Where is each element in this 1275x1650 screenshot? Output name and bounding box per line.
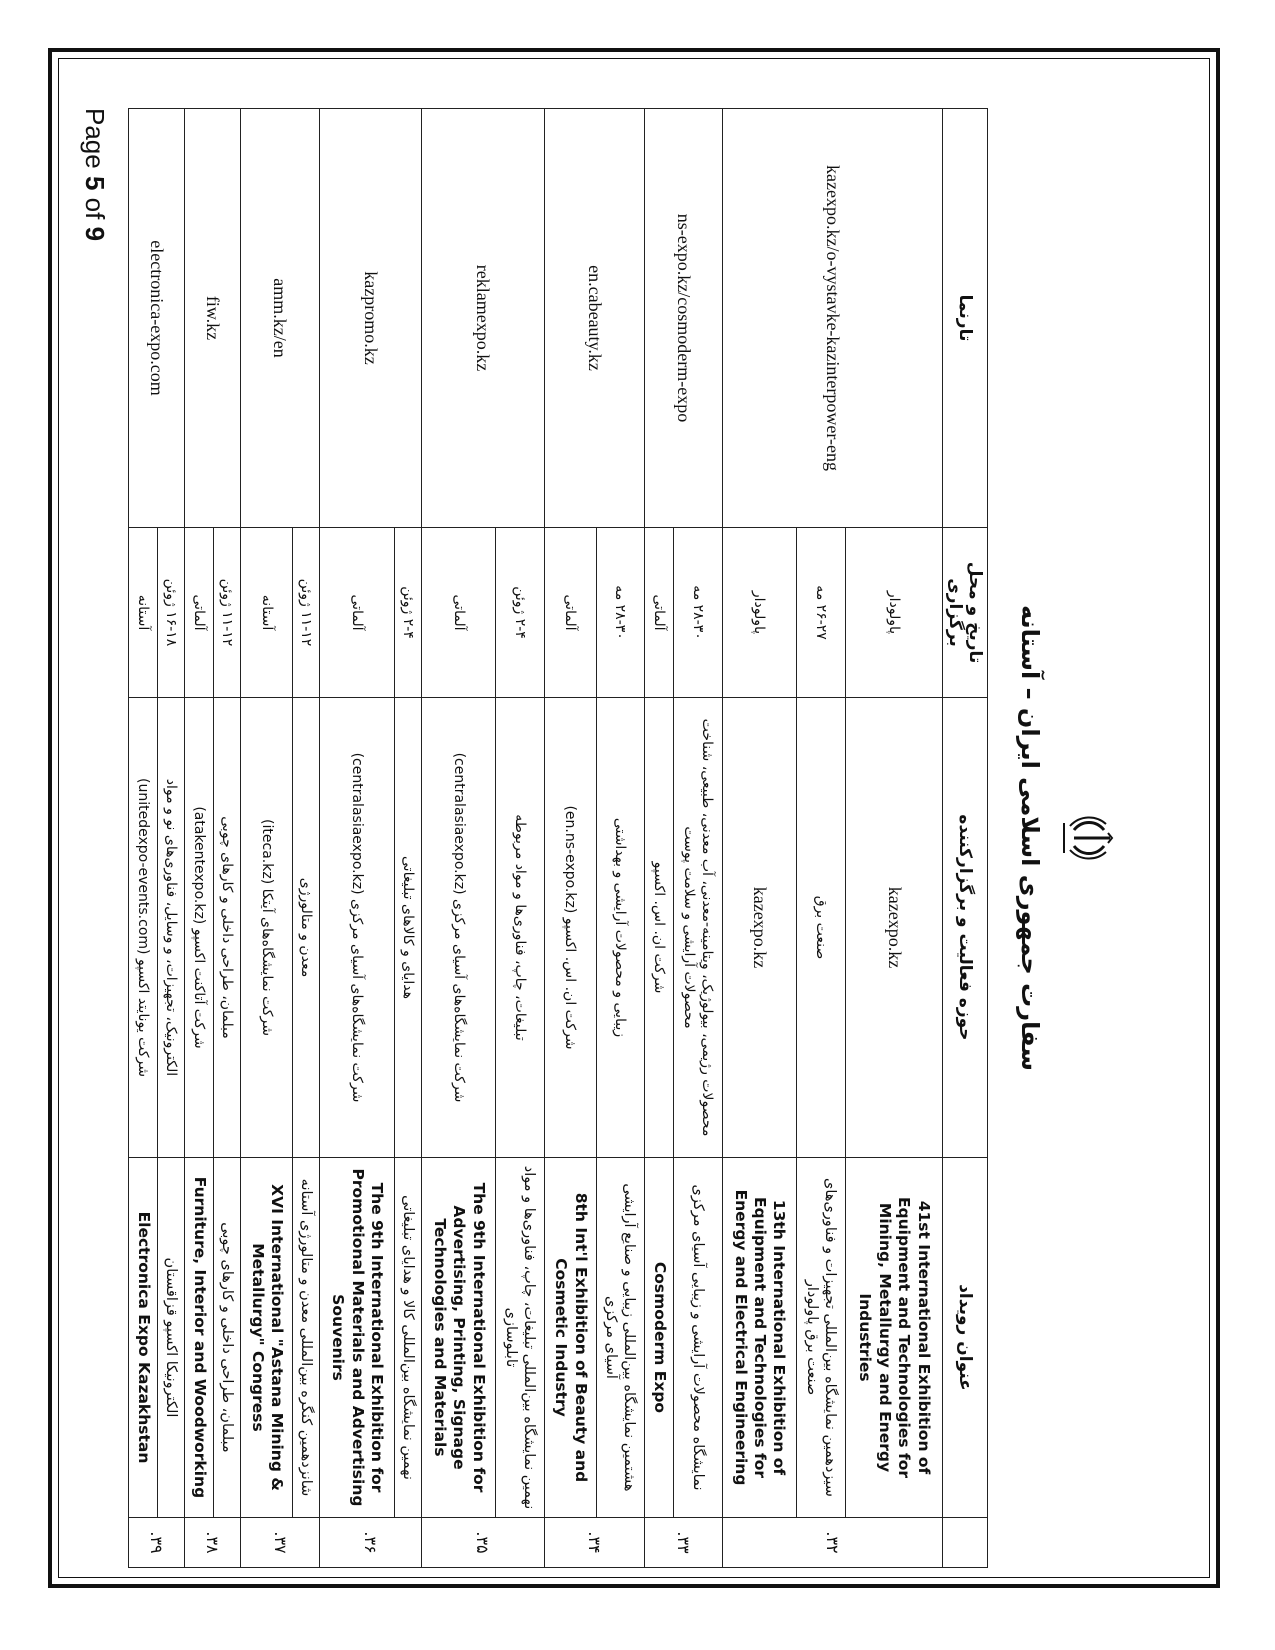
- page-of: of: [80, 197, 110, 220]
- event-title-fa: نمایشگاه محصولات آرایشی و زیبایی آسیای مرکزی: [673, 1158, 722, 1518]
- event-title-fa: شانزدهمین کنگره بین‌المللی معدن و متالورژی آستانه: [292, 1158, 319, 1518]
- document-title: سفارت جمهوری اسلامی ایران – آستانه: [1016, 605, 1044, 1071]
- iran-emblem-icon: [1056, 813, 1114, 863]
- row-number: ۳۹.: [129, 1518, 185, 1568]
- events-table: [128, 108, 988, 1568]
- event-title-fa: سیزدهمین نمایشگاه بین‌المللی تجهیزات و فناوری‌های صنعت برق پاولودار: [797, 1158, 846, 1518]
- row-number: ۳۵.: [421, 1518, 544, 1568]
- row-number: ۳۳.: [645, 1518, 723, 1568]
- date-venue: ۱۶-۱۸ ژوئن: [157, 528, 184, 698]
- organizer: تبلیغات، چاپ، فناوری‌ها و مواد مربوطه: [496, 698, 545, 1158]
- organizer: شرکت نمایشگاه‌های آیتکا (iteca.kz): [241, 698, 293, 1158]
- table-row: [157, 109, 184, 1568]
- document-header: [990, 108, 1120, 1568]
- rotated-document: [80, 108, 1120, 1568]
- organizer: شرکت ان. اس. اکسپو (en.ns-expo.kz): [544, 698, 596, 1158]
- event-title-en: 13th International Exhibition of Equipment and Technologies for Energy and Electrical Engineering: [722, 1158, 796, 1518]
- website-link[interactable]: ns-expo.kz/cosmoderm-expo: [645, 109, 723, 528]
- date-venue: پاولودار: [845, 528, 942, 698]
- row-number: ۳۶.: [320, 1518, 422, 1568]
- organizer: معدن و متالورژی: [292, 698, 319, 1158]
- page-prefix: Page: [80, 108, 110, 169]
- website-link[interactable]: fiw.kz: [185, 109, 241, 528]
- date-venue: ۱۱-۱۲ ژوئن: [292, 528, 319, 698]
- header-organizer: حوزه فعالیت و برگزارکننده: [943, 698, 988, 1158]
- row-number: ۳۴.: [544, 1518, 644, 1568]
- table-row: [596, 109, 645, 1568]
- organizer: هدایای و کالاهای تبلیغاتی: [394, 698, 421, 1158]
- event-title-fa: مبلمان، طراحی داخلی و کارهای چوبی: [213, 1158, 240, 1518]
- organizer: kazexpo.kz: [845, 698, 942, 1158]
- website-link[interactable]: amm.kz/en: [241, 109, 320, 528]
- row-number: ۳۸.: [185, 1518, 241, 1568]
- date-venue: آلماتی: [645, 528, 674, 698]
- table-row: [292, 109, 319, 1568]
- event-title-en: The 9th International Exhibition for Promotional Materials and Advertising Souvenirs: [320, 1158, 394, 1518]
- date-venue: ۲۸-۳۰ مه: [673, 528, 722, 698]
- date-venue: ۲۸-۳۰ مه: [596, 528, 645, 698]
- event-title-fa: نهمین نمایشگاه بین‌المللی تبلیغات، چاپ، فناوری‌ها و مواد تابلوسازی: [496, 1158, 545, 1518]
- event-title-en: 41st International Exhibition of Equipment and Technologies for Mining, Metallurgy and Energy Industries: [845, 1158, 942, 1518]
- page-number: [79, 108, 110, 241]
- table-header-row: [943, 109, 988, 1568]
- organizer: زیبایی و محصولات آرایشی و بهداشتی: [596, 698, 645, 1158]
- organizer: شرکت ان. اس. اکسپو: [645, 698, 674, 1158]
- website-link[interactable]: kazexpo.kz/o-vystavke-kazinterpower-eng: [722, 109, 942, 528]
- organizer: شرکت آتاکنت اکسپو (atakentexpo.kz): [185, 698, 214, 1158]
- organizer: kazexpo.kz: [722, 698, 796, 1158]
- table-row: [496, 109, 545, 1568]
- event-title-fa: هشتمین نمایشگاه بین‌المللی زیبایی و صنایع آرایشی آسیای مرکزی: [596, 1158, 645, 1518]
- event-title-en: XVI International "Astana Mining & Metallurgy" Congress: [241, 1158, 293, 1518]
- organizer: شرکت نمایشگاه‌های آسیای مرکزی (centralasiaexpo.kz): [421, 698, 495, 1158]
- date-venue: ۱۱-۱۲ ژوئن: [213, 528, 240, 698]
- website-link[interactable]: kazpromo.kz: [320, 109, 422, 528]
- organizer: مبلمان، طراحی داخلی و کارهای چوبی: [213, 698, 240, 1158]
- event-title-en: The 9th International Exhibition for Advertising, Printing, Signage Technologies and Materials: [421, 1158, 495, 1518]
- date-venue: آستانه: [241, 528, 293, 698]
- organizer: شرکت نمایشگاه‌های آسیای مرکزی (centralasiaexpo.kz): [320, 698, 394, 1158]
- page-current: 5: [80, 175, 110, 191]
- website-link[interactable]: reklamexpo.kz: [421, 109, 544, 528]
- page-total: 9: [80, 226, 110, 242]
- table-row: [394, 109, 421, 1568]
- row-number: ۳۲.: [722, 1518, 942, 1568]
- header-num: [943, 1518, 988, 1568]
- date-venue: ۲-۴ ژوئن: [496, 528, 545, 698]
- organizer: صنعت برق: [797, 698, 846, 1158]
- table-row: [673, 109, 722, 1568]
- event-title-fa: نهمین نمایشگاه بین‌المللی کالا و هدایای تبلیغاتی: [394, 1158, 421, 1518]
- organizer: شرکت یونایتد اکسپو (unitedexpo-events.com): [129, 698, 158, 1158]
- table-row: [213, 109, 240, 1568]
- header-event-title: عنوان رویداد: [943, 1158, 988, 1518]
- event-title-fa: الکترونیکا اکسپو قزاقستان: [157, 1158, 184, 1518]
- event-title-en: 8th Int'l Exhibition of Beauty and Cosmetic Industry: [544, 1158, 596, 1518]
- table-row: [845, 109, 942, 1568]
- event-title-en: Cosmoderm Expo: [645, 1158, 674, 1518]
- date-venue: ۲-۴ ژوئن: [394, 528, 421, 698]
- header-date-venue: تاریخ و محل برگزاری: [943, 528, 988, 698]
- date-venue: آلماتی: [544, 528, 596, 698]
- event-title-en: Furniture, Interior and Woodworking: [185, 1158, 214, 1518]
- organizer: محصولات رژیمی، بیولوژیک، ویتامینه-معدنی، آب معدنی، طبیعی، شناخت محصولات آرایشی و سلامت پوست: [673, 698, 722, 1158]
- date-venue: پاولودار: [722, 528, 796, 698]
- date-venue: آستانه: [129, 528, 158, 698]
- date-venue: آلماتی: [320, 528, 394, 698]
- header-website: تارنما: [943, 109, 988, 528]
- event-title-en: Electronica Expo Kazakhstan: [129, 1158, 158, 1518]
- date-venue: آلماتی: [421, 528, 495, 698]
- website-link[interactable]: en.cabeauty.kz: [544, 109, 644, 528]
- website-link[interactable]: electronica-expo.com: [129, 109, 185, 528]
- date-venue: آلماتی: [185, 528, 214, 698]
- organizer: الکترونیک، تجهیزات، و وسایل، فناوری‌های نو و مواد: [157, 698, 184, 1158]
- date-venue: ۲۶-۲۷ مه: [797, 528, 846, 698]
- row-number: ۳۷.: [241, 1518, 320, 1568]
